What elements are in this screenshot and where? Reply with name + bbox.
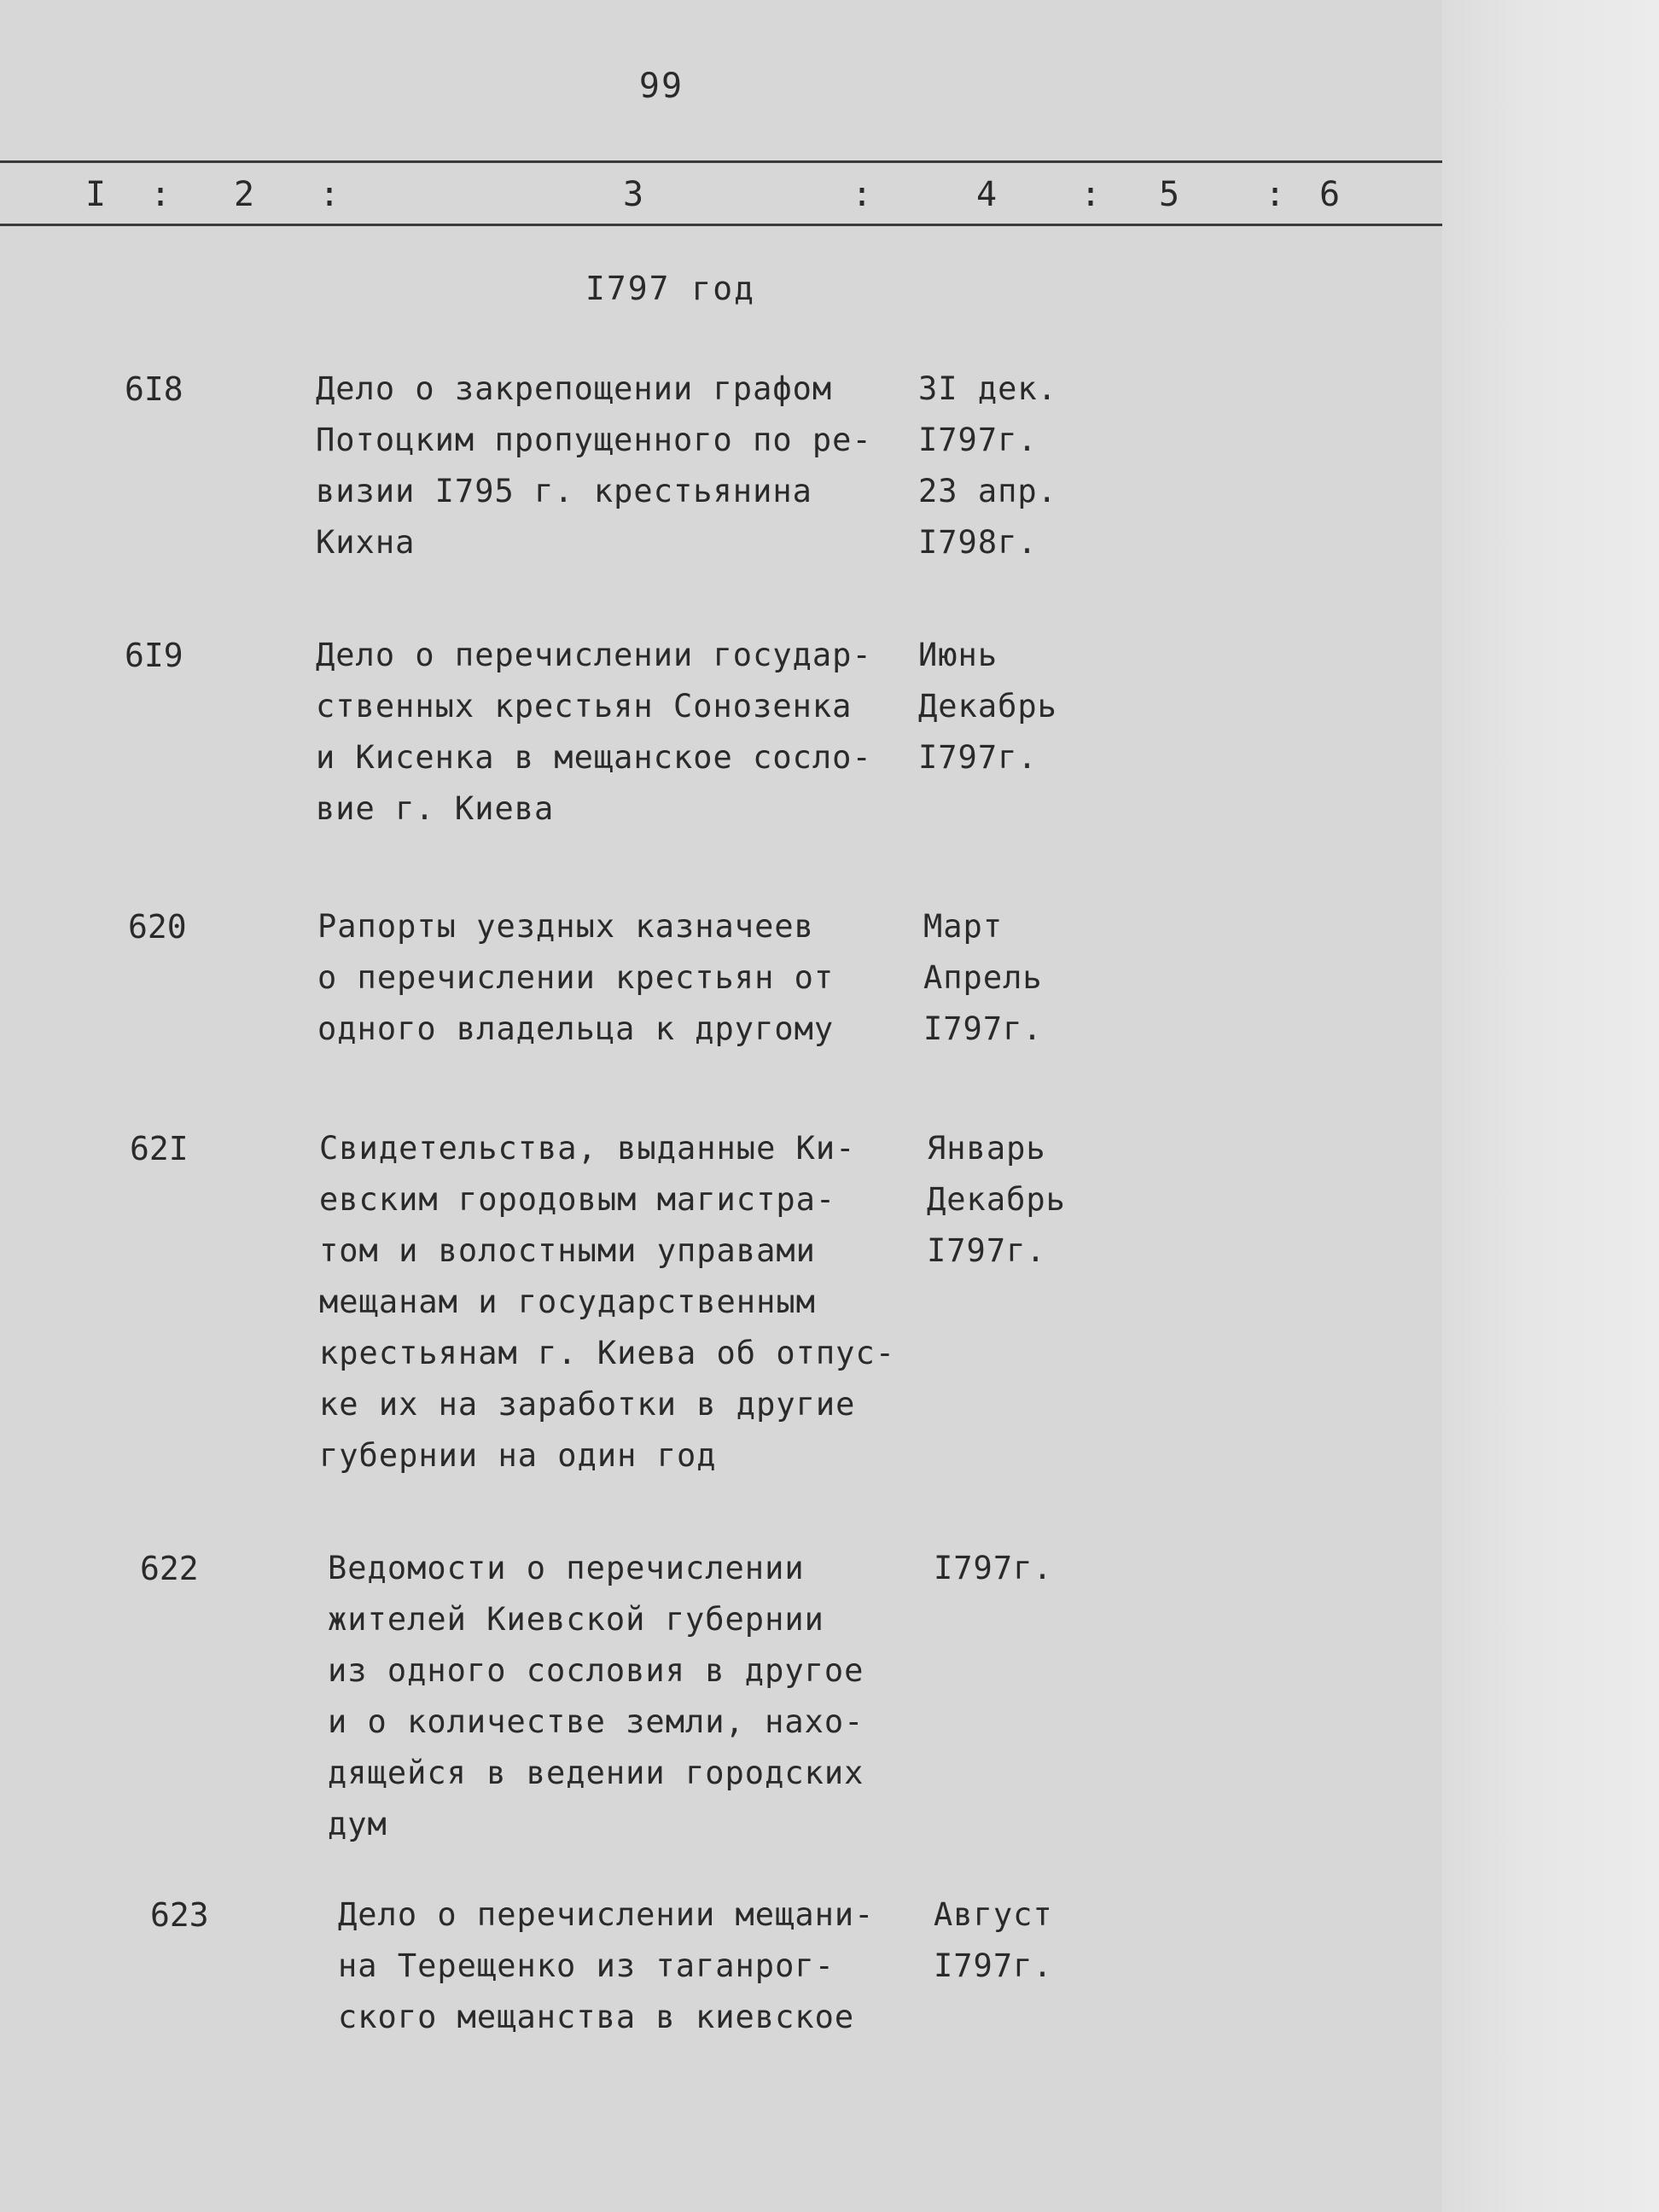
- date-line: I797г.: [934, 1550, 1053, 1586]
- entry-description: [316, 364, 913, 568]
- entry-description: [317, 901, 915, 1055]
- entry-dates: [918, 630, 1106, 783]
- year-heading: I797 год: [585, 270, 756, 307]
- entry-number: 6I8: [125, 370, 183, 408]
- column-header-3: 3: [623, 175, 644, 214]
- description-line: Рапорты уездных казначеев: [317, 908, 814, 945]
- column-separator: :: [150, 175, 172, 214]
- background-surface: [1442, 0, 1659, 2212]
- description-line: мещанам и государственным: [319, 1284, 816, 1320]
- column-separator: :: [1265, 175, 1286, 214]
- description-line: дящейся в ведении городских: [328, 1755, 864, 1791]
- description-line: ке их на заработки в другие: [319, 1386, 856, 1423]
- entry-description: [319, 1123, 917, 1481]
- entry-number: 62I: [130, 1130, 189, 1167]
- entry-number: 622: [140, 1550, 199, 1587]
- date-line: Декабрь: [918, 688, 1057, 725]
- entry-dates: [934, 1889, 1121, 1992]
- description-line: ственных крестьян Сонозенка: [316, 688, 853, 725]
- page-number: 99: [638, 67, 684, 106]
- description-line: вие г. Киева: [316, 790, 555, 827]
- description-line: визии I795 г. крестьянина: [316, 473, 812, 509]
- description-line: Дело о перечислении государ-: [316, 637, 872, 673]
- date-line: I797г.: [918, 422, 1038, 458]
- description-line: евским городовым магистра-: [319, 1181, 836, 1218]
- entry-number: 623: [150, 1896, 209, 1934]
- date-line: I798г.: [918, 524, 1038, 561]
- description-line: ского мещанства в киевское: [338, 1999, 855, 2035]
- date-line: 23 апр.: [918, 473, 1057, 509]
- description-line: о перечислении крестьян от: [317, 959, 835, 996]
- column-separator: :: [319, 175, 341, 214]
- entry-number: 620: [128, 908, 187, 946]
- date-line: I797г.: [927, 1232, 1046, 1269]
- column-separator: :: [852, 175, 873, 214]
- entry-description: [316, 630, 913, 835]
- header-rule-bottom: [0, 224, 1442, 226]
- date-line: Декабрь: [927, 1181, 1066, 1218]
- column-header-6: 6: [1319, 175, 1341, 214]
- description-line: и о количестве земли, нахо-: [328, 1703, 864, 1740]
- date-line: Июнь: [918, 637, 998, 673]
- description-line: жителей Киевской губернии: [328, 1601, 824, 1638]
- date-line: Апрель: [923, 959, 1043, 996]
- date-line: Март: [923, 908, 1004, 945]
- column-header-1: I: [85, 175, 107, 214]
- column-separator: :: [1080, 175, 1102, 214]
- description-line: губернии на один год: [319, 1437, 717, 1474]
- date-line: I797г.: [918, 739, 1038, 776]
- header-rule-top: [0, 160, 1442, 163]
- date-line: 3I дек.: [918, 370, 1057, 407]
- description-line: Кихна: [316, 524, 416, 561]
- description-line: крестьянам г. Киева об отпус-: [319, 1335, 896, 1371]
- description-line: Ведомости о перечислении: [328, 1550, 805, 1586]
- entry-number: 6I9: [125, 637, 183, 674]
- description-line: одного владельца к другому: [317, 1010, 835, 1047]
- entry-dates: [934, 1543, 1121, 1594]
- description-line: том и волостными управами: [319, 1232, 816, 1269]
- column-header-2: 2: [234, 175, 255, 214]
- description-line: Потоцким пропущенного по ре-: [316, 422, 872, 458]
- description-line: Дело о перечислении мещани-: [338, 1896, 875, 1933]
- description-line: на Терещенко из таганрог-: [338, 1947, 835, 1984]
- description-line: Дело о закрепощении графом: [316, 370, 833, 407]
- description-line: и Кисенка в мещанское сосло-: [316, 739, 872, 776]
- date-line: I797г.: [934, 1947, 1053, 1984]
- column-header-4: 4: [976, 175, 998, 214]
- entry-dates: [918, 364, 1106, 568]
- description-line: из одного сословия в другое: [328, 1652, 864, 1689]
- description-line: Свидетельства, выданные Ки-: [319, 1130, 856, 1167]
- entry-dates: [927, 1123, 1115, 1277]
- entry-description: [328, 1543, 925, 1850]
- entry-dates: [923, 901, 1111, 1055]
- description-line: дум: [328, 1806, 387, 1842]
- date-line: I797г.: [923, 1010, 1043, 1047]
- entry-description: [338, 1889, 935, 2043]
- date-line: Август: [934, 1896, 1053, 1933]
- column-header-5: 5: [1159, 175, 1180, 214]
- date-line: Январь: [927, 1130, 1046, 1167]
